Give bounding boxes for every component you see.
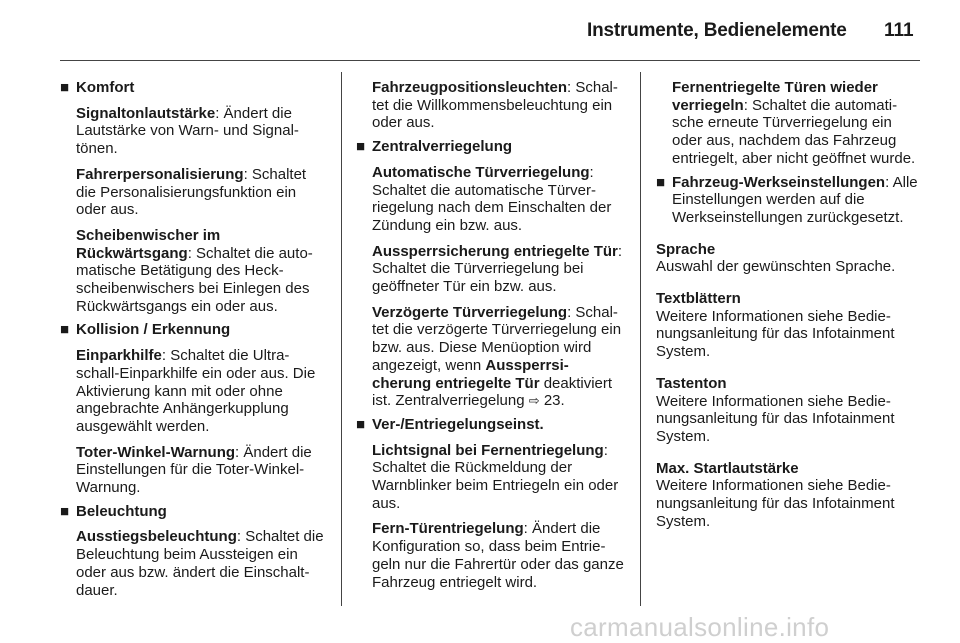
paragraph-heading: Sprache [656,240,716,258]
list-item-komfort [60,79,326,315]
paragraph-tastenton [656,375,924,446]
section-heading: Ver-/Entriegelungseinst. [372,415,544,433]
setting-description: Ausstiegsbeleuchtung: Schaltet die Beleuchtung beim Aussteigen ein oder aus bzw. ändert die Einschalt-dauer. [76,528,324,599]
paragraph-heading: Textblättern [656,290,741,308]
list-item-zentralverriegelung [356,138,626,410]
column-divider-2 [640,72,641,606]
setting-description: Fahrzeugpositionsleuchten: Schal-tet die Willkommensbeleuchtung ein oder aus. [372,79,618,132]
column-1 [60,79,326,599]
setting-description: Toter-Winkel-Warnung: Ändert die Einstellungen für die Toter-Winkel-Warnung. [76,443,312,497]
setting-description: Signaltonlautstärke: Ändert die Lautstärke von Warn- und Signal-tönen. [76,104,299,158]
column-divider-1 [341,72,342,606]
list-item-verriegelung [356,416,626,591]
list-item-continued [356,79,626,132]
column-2 [356,79,626,591]
bullet-icon: ■ [60,79,70,96]
bullet-icon: ■ [356,415,366,433]
paragraph-text: Auswahl der gewünschten Sprache. [656,258,896,276]
paragraph-text: Weitere Informationen siehe Bedie-nungsanleitung für das Infotainment System. [656,477,895,530]
section-heading: Kollision / Erkennung [76,321,231,339]
list-item-beleuchtung [60,503,326,600]
setting-description: Fern-Türentriegelung: Ändert die Konfiguration so, dass beim Entrie-geln nur die Fahrertür oder das ganze Fahrzeug entriegelt wird. [372,520,624,591]
setting-description: Aussperrsicherung entriegelte Tür: Schaltet die Türverriegelung bei geöffneter Tür ein bzw. aus. [372,242,623,296]
setting-description: Einparkhilfe: Schaltet die Ultra-schall-Einparkhilfe ein oder aus. Die Aktivierung kann mit oder ohne angebrachte Anhängerkupplung ausgewählt werden. [76,347,316,435]
paragraph-text: Weitere Informationen siehe Bedie-nungsanleitung für das Infotainment System. [656,307,895,361]
page-header-title: Instrumente, Bedienelemente [587,20,847,41]
section-heading: Beleuchtung [76,502,167,520]
section-heading: Fahrzeug-Werkseinstellungen [672,173,886,191]
paragraph-sprache [656,241,924,276]
page-reference-icon: ⇨ [528,393,540,409]
setting-description: Automatische Türverriegelung: Schaltet die automatische Türver-riegelung nach dem Einschalten der Zündung ein bzw. aus. [372,163,612,234]
paragraph-startlautstaerke [656,460,924,531]
setting-description: Verzögerte Türverriegelung: Schal-tet die verzögerte Türverriegelung ein bzw. aus. Diese Menüoption wird angezeigt, wenn Aussperrsi-cherung entriegelte Tür deaktiviert ist. Zentralverriegelung ⇨ 23. [372,303,622,410]
paragraph-heading: Tastenton [656,374,727,392]
watermark: carmanualsonline.info [570,612,830,642]
page-reference[interactable]: 23. [539,392,565,410]
page-number: 111 [884,20,914,41]
setting-description: : Alle Einstellungen werden auf die Werkseinstellungen zurückgesetzt. [672,173,918,226]
header-rule [60,60,920,61]
section-heading: Komfort [76,79,135,96]
list-item-continued [656,79,924,168]
list-item-werkseinstellungen [656,174,924,227]
setting-description: Fahrerpersonalisierung: Schaltet die Personalisierungsfunktion ein oder aus. [76,165,307,219]
section-heading: Zentralverriegelung [372,138,513,156]
column-3 [656,79,924,530]
paragraph-textblaettern [656,290,924,361]
bullet-icon: ■ [656,173,666,191]
setting-description: Fernentriegelte Türen wieder verriegeln: Schaltet die automati-sche erneute Türverriegelung ein oder aus, nachdem das Fahrzeug entriegelt, aber nicht geöffnet wurde. [672,79,916,167]
bullet-icon: ■ [60,321,70,339]
paragraph-text: Weitere Informationen siehe Bedie-nungsanleitung für das Infotainment System. [656,392,895,445]
list-item-kollision [60,321,326,496]
paragraph-heading: Max. Startlautstärke [656,459,799,477]
setting-description: Lichtsignal bei Fernentriegelung: Schaltet die Rückmeldung der Warnblinker beim Entriegeln ein oder aus. [372,441,619,512]
bullet-icon: ■ [60,502,70,520]
setting-description: Scheibenwischer im Rückwärtsgang: Schaltet die auto-matische Betätigung des Heck-scheibenwischers bei Einlegen des Rückwärtsgangs ein oder aus. [76,226,313,315]
bullet-icon: ■ [356,138,366,156]
